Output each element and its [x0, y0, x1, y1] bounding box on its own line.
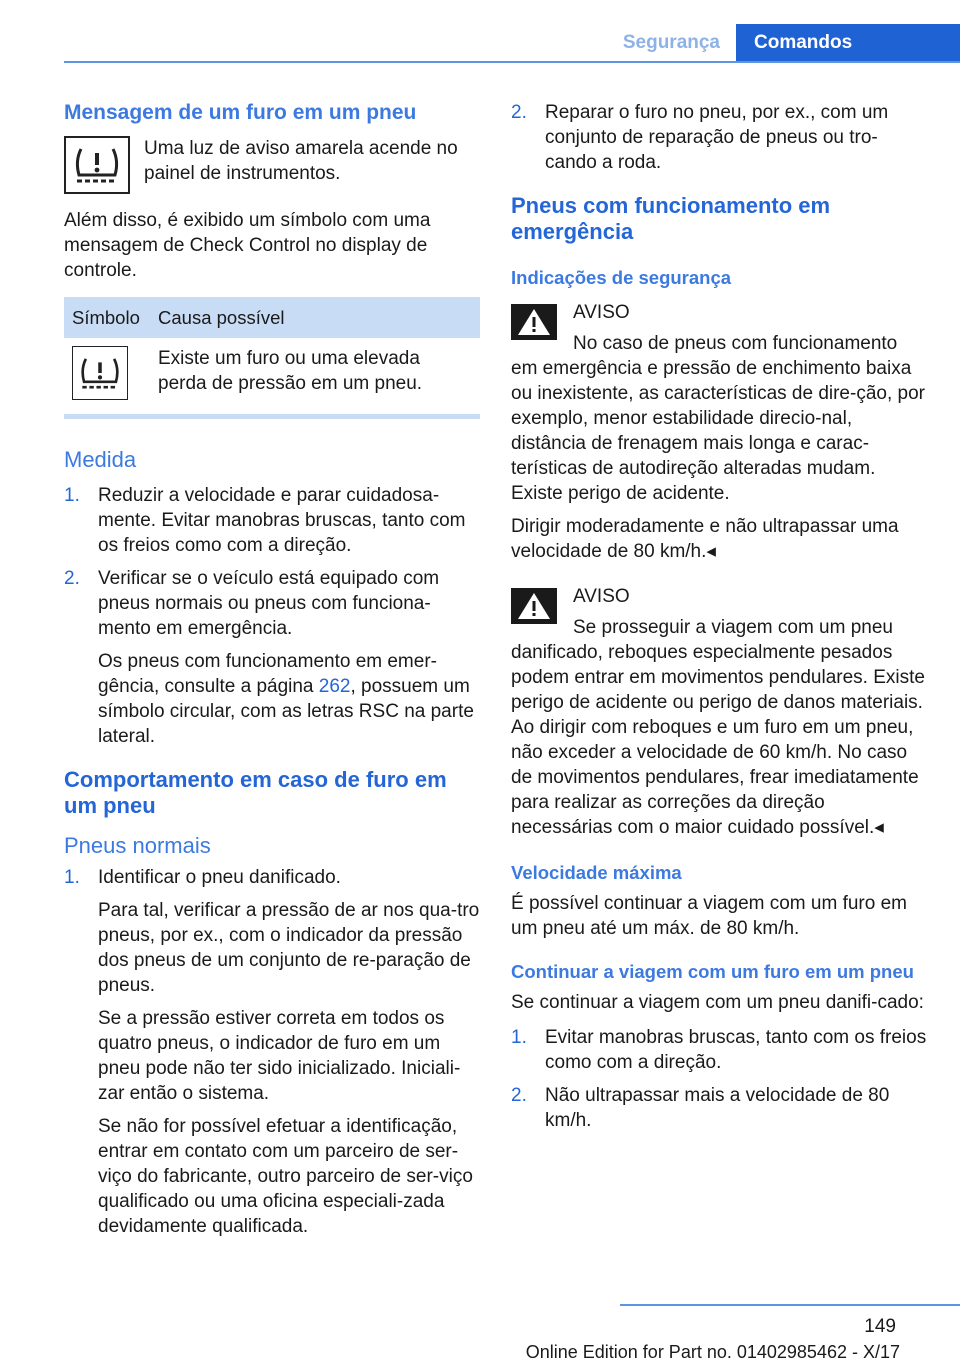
list-item [64, 865, 480, 890]
runflat-note-pre: Os pneus com funcionamento em emer‐gência, consulte a página [98, 651, 437, 697]
list-number: 1. [64, 485, 80, 506]
check-control-paragraph: Além disso, é exibido um símbolo com uma mensagem de Check Control no display de controle. [64, 210, 431, 281]
runflat-note [64, 649, 480, 749]
list-item [511, 1025, 927, 1075]
tire-pressure-warning-icon [64, 136, 130, 194]
continue-list [511, 1025, 927, 1133]
list-item [64, 566, 480, 641]
list-item [64, 483, 480, 558]
warning-block-2 [511, 584, 927, 840]
tab-seguranca[interactable]: Segurança [622, 32, 720, 53]
page-link-262[interactable]: 262 [318, 676, 351, 697]
section-title-continue: Continuar a viagem com um furo em um pneu [511, 961, 914, 982]
list-number: 2. [511, 102, 527, 123]
normal-note-1: Para tal, verificar a pressão de ar nos qua‐tro pneus, por ex., com o indicador da pressão dos pneus de um conjunto de re‐paração de pneus. [98, 900, 480, 996]
edition-note: Online Edition for Part no. 01402985462 - X/17 [525, 1342, 900, 1362]
list-text: Reduzir a velocidade e parar cuidadosa‐mente. Evitar manobras bruscas, tanto com os freios como com a direção. [98, 485, 466, 556]
warning-light-text: Uma luz de aviso amarela acende no painel de instrumentos. [144, 138, 458, 184]
warning-body: danificado, reboques especialmente pesados podem entrar em movimentos pendulares. Existe perigo de acidente ou perigo de danos materiais. Ao dirigir com reboques e um furo em um pneu, não exceder a velocidade de 60 km/h. No caso de movimentos pendulares, frear imediatamente para realizar as correções da direção necessárias com o maior cuidado possível.◂ [511, 642, 925, 838]
section-title-measure: Medida [64, 447, 137, 472]
warning-triangle-icon [511, 588, 557, 624]
list-item [511, 1083, 927, 1133]
table-row [64, 338, 480, 408]
section-title-runflat: Pneus com funcionamento em emergência [511, 193, 831, 244]
measure-list [64, 483, 480, 641]
footer-divider [620, 1304, 960, 1306]
list-text: Identificar o pneu danificado. [98, 867, 341, 888]
list-item [511, 100, 927, 175]
normal-note-2: Se a pressão estiver correta em todos os quatro pneus, o indicador de furo em um pneu pode não ter sido inicializado. Iniciali‐zar então o sistema. [98, 1008, 461, 1104]
list-number: 2. [64, 568, 80, 589]
warning-light-block [64, 136, 480, 194]
warning-body: em emergência e pressão de enchimento baixa ou inexistente, as características de dire‐ção, por exemplo, menor estabilidade direcio‐nal, distância de frenagem mais longa e carac‐terísticas de autodireção alteradas mudam. Existe perigo de acidente. [511, 358, 925, 504]
list-number: 1. [64, 867, 80, 888]
repair-list [511, 100, 927, 175]
warning-block-1 [511, 300, 927, 564]
list-text: Verificar se o veículo está equipado com pneus normais ou pneus com funciona‐mento em emergência. [98, 568, 440, 639]
warning-label: AVISO [573, 586, 630, 607]
normal-note-3: Se não for possível efetuar a identificação, entrar em contato com um parceiro de ser‐viço do fabricante, outro parceiro de ser‐viço qualificado ou uma oficina especiali‐zada devidamente qualificada. [98, 1116, 473, 1237]
warning-triangle-icon [511, 304, 557, 340]
section-title-normal-tires: Pneus normais [64, 833, 211, 858]
warning-first-line: No caso de pneus com funcionamento [573, 333, 898, 354]
left-column [64, 100, 480, 1247]
table-bottom-rule [64, 414, 480, 419]
section-title-behavior: Comportamento em caso de furo em um pneu [64, 767, 447, 818]
tab-comandos[interactable]: Comandos [736, 24, 960, 62]
symbol-table [64, 297, 480, 408]
warning-label: AVISO [573, 302, 630, 323]
warning-action: Dirigir moderadamente e não ultrapassar uma velocidade de 80 km/h.◂ [511, 516, 899, 562]
runflat-note-post: , possuem um símbolo circular, com as letras RSC na parte lateral. [98, 676, 474, 747]
section-title-safety: Indicações de segurança [511, 267, 732, 288]
list-number: 2. [511, 1085, 527, 1106]
page-number: 149 [864, 1316, 896, 1337]
max-speed-text: É possível continuar a viagem com um furo em um pneu até um máx. de 80 km/h. [511, 893, 908, 939]
list-text: Reparar o furo no pneu, por ex., com um conjunto de reparação de pneus ou tro‐cando a roda. [545, 102, 889, 173]
header-divider [64, 61, 960, 63]
list-text: Evitar manobras bruscas, tanto com os freios como com a direção. [545, 1027, 927, 1073]
section-title-flat-tire: Mensagem de um furo em um pneu [64, 101, 417, 124]
normal-list [64, 865, 480, 890]
table-cell-cause: Existe um furo ou uma elevada perda de pressão em um pneu. [158, 348, 423, 394]
continue-intro: Se continuar a viagem com um pneu danifi‐cado: [511, 992, 924, 1013]
right-column [511, 100, 927, 1147]
tire-pressure-warning-icon [72, 346, 128, 400]
section-title-max-speed: Velocidade máxima [511, 862, 682, 883]
table-header-cause: Causa possível [150, 297, 480, 338]
list-number: 1. [511, 1027, 527, 1048]
warning-first-line: Se prosseguir a viagem com um pneu [573, 617, 893, 638]
table-header-symbol: Símbolo [64, 297, 150, 338]
list-text: Não ultrapassar mais a velocidade de 80 km/h. [545, 1085, 890, 1131]
table-cell-symbol [64, 338, 150, 408]
